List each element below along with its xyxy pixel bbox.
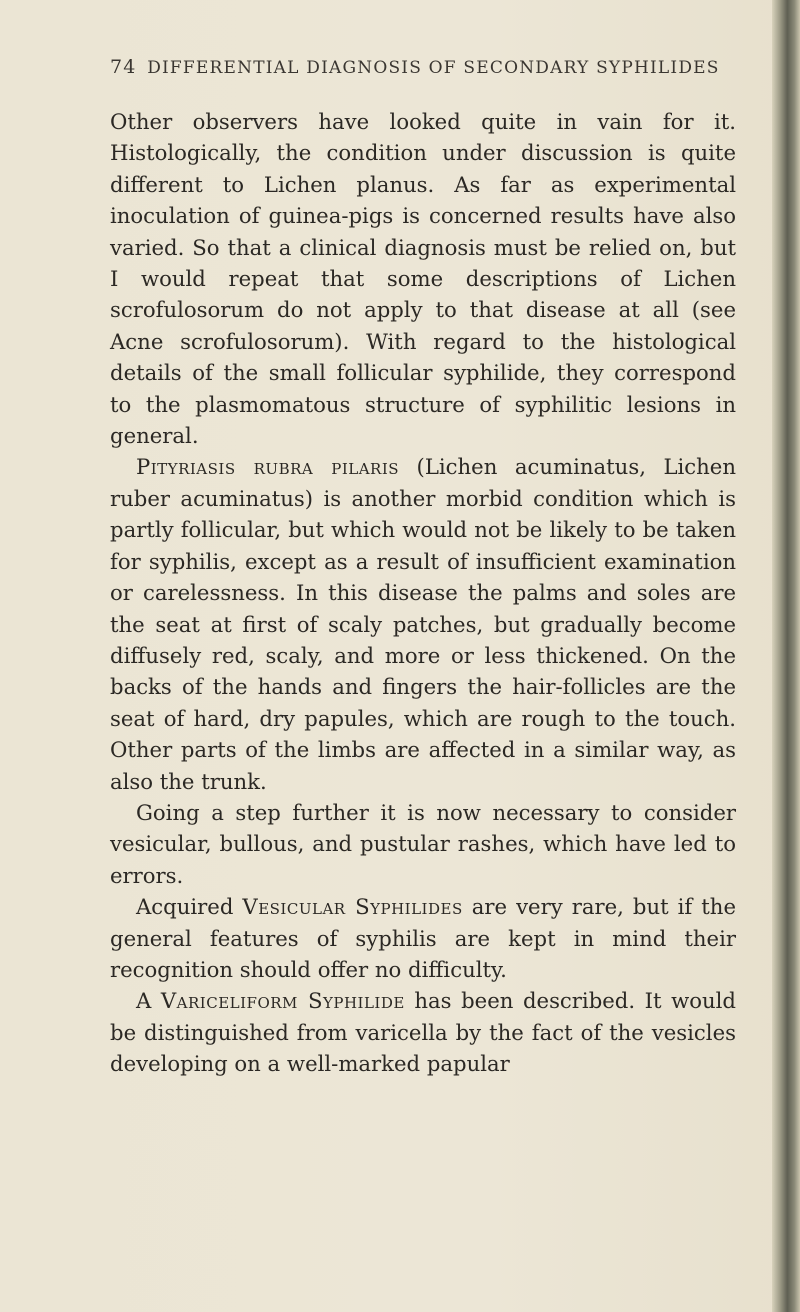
paragraph-2-text: (Lichen acuminatus, Lichen ruber acuminatus) is another morbid condition which is partly follicular, but which would not be likely to be taken for syphilis, except as a result of insufficient examination or carelessness. In this disease the palms and soles are the seat at first of scaly patches, but gradually become diffusely red, scaly, and more or less thickened. On the backs of the hands and fingers the hair-follicles are the seat of hard, dry papules, which are rough to the touch. Other parts of the limbs are affected in a similar way, as also the trunk. <box>110 454 736 794</box>
page-number: 74 <box>110 56 137 78</box>
term-pityriasis-rubra-pilaris: Pityriasis rubra pilaris <box>136 454 400 480</box>
paragraph-5 <box>110 985 736 1079</box>
paragraph-4 <box>110 891 736 985</box>
paragraph-1: Other observers have looked quite in vain for it. Histologically, the condition under discussion is quite different to Lichen planus. As far as experimental inoculation of guinea-pigs is concerned results have also varied. So that a clinical diagnosis must be relied on, but I would repeat that some descriptions of Lichen scrofulosorum do not apply to that disease at all (see Acne scrofulosorum). With regard to the histological details of the small follicular syphilide, they correspond to the plasmomatous structure of syphilitic lesions in general. <box>110 109 736 449</box>
running-title: DIFFERENTIAL DIAGNOSIS OF SECONDARY SYPHILIDES <box>147 58 720 78</box>
paragraph-2 <box>110 451 736 796</box>
running-header <box>110 56 720 78</box>
paragraph-5-start: A <box>136 988 161 1014</box>
body-text <box>110 106 736 1080</box>
term-vesicular-syphilides: Vesicular Syphilides <box>242 894 463 920</box>
paragraph-4-start: Acquired <box>136 894 243 920</box>
paragraph-3: Going a step further it is now necessary to consider vesicular, bullous, and pustular rashes, which have led to errors. <box>110 799 736 888</box>
paragraph-5-text: has been described. It would be distinguished from varicella by the fact of the vesicles developing on a well-marked papular <box>110 988 736 1077</box>
term-variceliform-syphilide: Variceliform Syphilide <box>160 988 405 1014</box>
page-edge-shadow <box>772 0 800 1312</box>
paragraph-4-text: are very rare, but if the general features of syphilis are kept in mind their recognition should offer no difficulty. <box>110 894 736 982</box>
